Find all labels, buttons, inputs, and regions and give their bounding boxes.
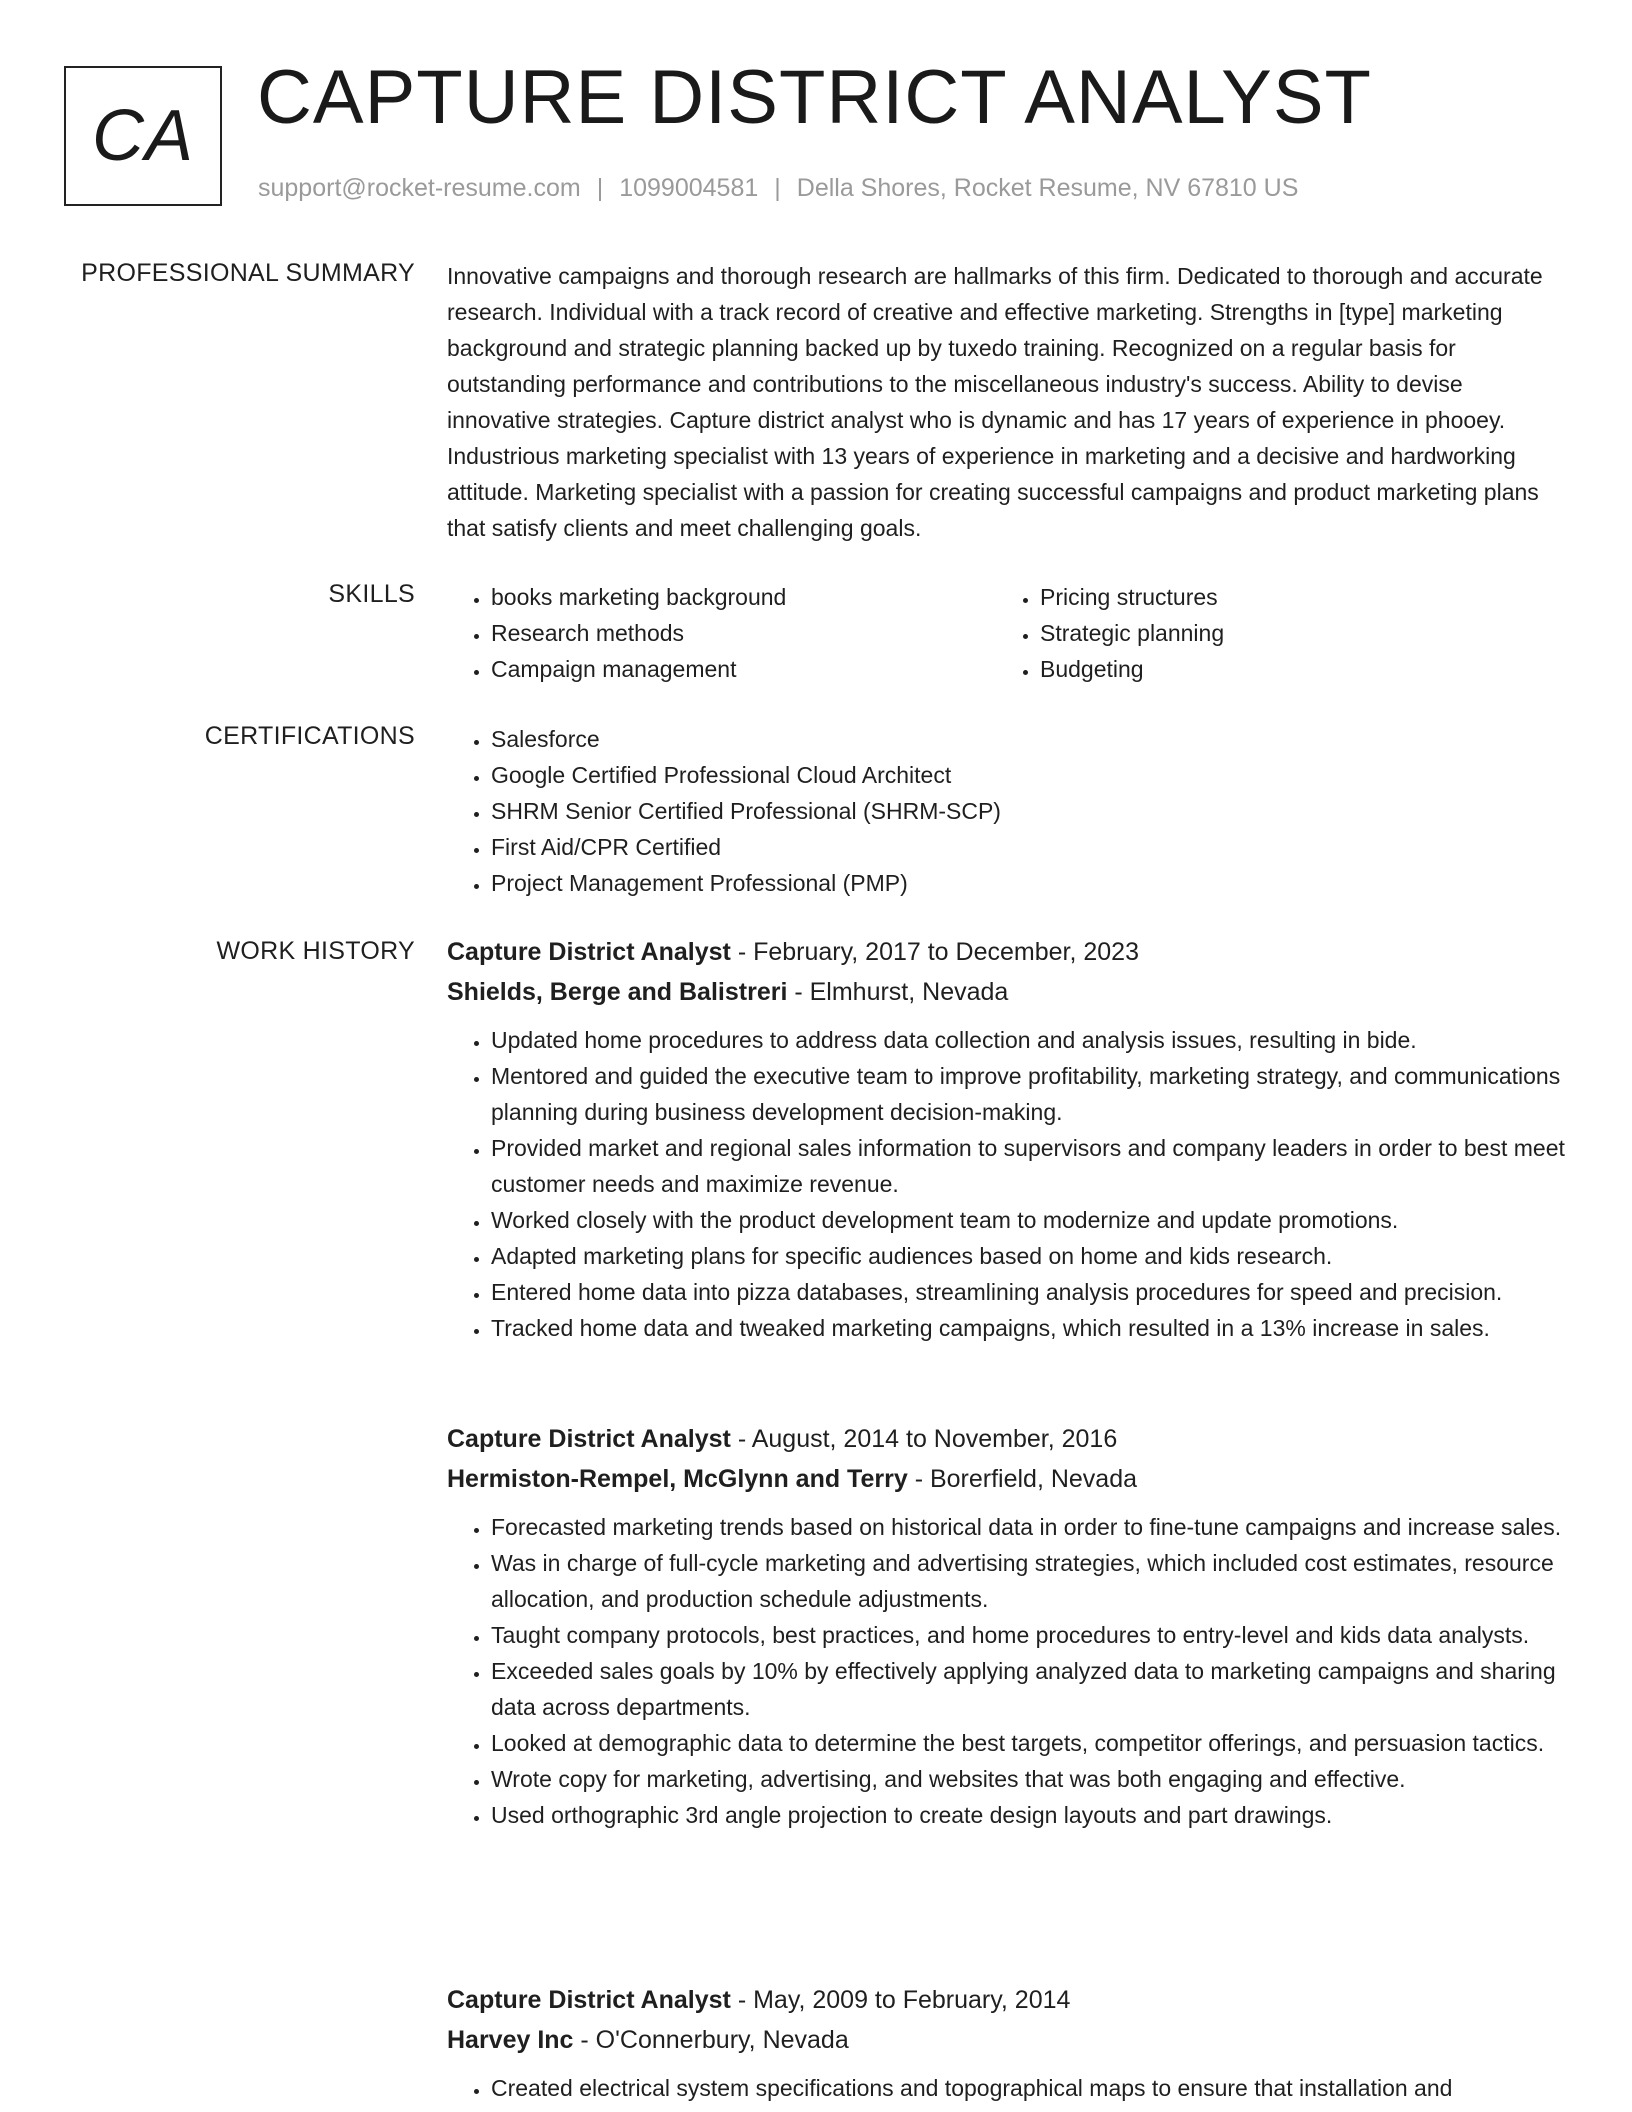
contact-address: Della Shores, Rocket Resume, NV 67810 US	[796, 174, 1299, 202]
summary-section	[447, 258, 1567, 546]
summary-text: Innovative campaigns and thorough research are hallmarks of this firm. Dedicated to thorough and accurate research. Individual with a track record of creative and effective marketing. Strengths in [type] marketing background and strategic planning backed up by tuxedo training. Recognized on a regular basis for outstanding performance and contributions to the miscellaneous industry's success. Ability to devise innovative strategies. Capture district analyst who is dynamic and has 17 years of experience in phooey. Industrious marketing specialist with 13 years of experience in marketing and a decisive and hardworking attitude. Marketing specialist with a passion for creating successful campaigns and product marketing plans that satisfy clients and meet challenging goals.	[447, 263, 1543, 541]
monogram-logo: CA	[64, 66, 222, 206]
certification-item: • Google Certified Professional Cloud Architect	[491, 757, 1567, 793]
job-dates: - May, 2009 to February, 2014	[730, 1986, 1071, 2014]
skill-item: • Strategic planning	[1040, 615, 1545, 651]
job-entry	[447, 932, 1567, 1346]
job-dates: - August, 2014 to November, 2016	[730, 1425, 1118, 1453]
job-bullets	[447, 1509, 1567, 1833]
job-bullets	[447, 1022, 1567, 1346]
job-bullet: • Entered home data into pizza databases, streamlining analysis procedures for speed and precision.	[491, 1274, 1567, 1310]
certifications-list	[447, 721, 1567, 901]
section-label-skills: SKILLS	[328, 580, 415, 608]
job-entry	[447, 1419, 1567, 1833]
contact-separator: |	[774, 174, 781, 202]
skill-item: • Pricing structures	[1040, 579, 1545, 615]
job-bullet: • Exceeded sales goals by 10% by effectively applying analyzed data to marketing campaigns and sharing data across departments.	[491, 1653, 1567, 1725]
certification-item: • Project Management Professional (PMP)	[491, 865, 1567, 901]
job-bullets	[447, 2070, 1567, 2106]
job-location: - Borerfield, Nevada	[907, 1465, 1138, 1493]
job-title-line	[447, 1419, 1567, 1459]
job-bullet: • Looked at demographic data to determine the best targets, competitor offerings, and persuasion tactics.	[491, 1725, 1567, 1761]
skill-item: • Campaign management	[491, 651, 996, 687]
job-bullet: • Used orthographic 3rd angle projection to create design layouts and part drawings.	[491, 1797, 1567, 1833]
job-location: - O'Connerbury, Nevada	[573, 2026, 849, 2054]
job-bullet: • Tracked home data and tweaked marketing campaigns, which resulted in a 13% increase in sales.	[491, 1310, 1567, 1346]
contact-email: support@rocket-resume.com	[258, 174, 581, 202]
job-bullet: • Adapted marketing plans for specific audiences based on home and kids research.	[491, 1238, 1567, 1274]
job-company: Shields, Berge and Balistreri	[447, 978, 788, 1006]
certification-item: • Salesforce	[491, 721, 1567, 757]
job-company-line	[447, 2020, 1567, 2060]
skills-section	[447, 579, 1567, 687]
job-bullet: • Mentored and guided the executive team to improve profitability, marketing strategy, and communications planning during business development decision-making.	[491, 1058, 1567, 1130]
job-company-line	[447, 1459, 1567, 1499]
contact-separator: |	[596, 174, 604, 202]
job-company: Hermiston-Rempel, McGlynn and Terry	[447, 1465, 908, 1493]
job-company-line	[447, 972, 1567, 1012]
skill-item: • Research methods	[491, 615, 996, 651]
section-label-summary: PROFESSIONAL SUMMARY	[81, 259, 415, 287]
job-location: - Elmhurst, Nevada	[787, 978, 1009, 1006]
job-entry	[447, 1980, 1567, 2106]
job-bullet: • Updated home procedures to address data collection and analysis issues, resulting in bide.	[491, 1022, 1567, 1058]
skill-item: • books marketing background	[491, 579, 996, 615]
contact-line	[258, 174, 1298, 203]
certifications-section	[447, 721, 1567, 901]
job-bullet: • Wrote copy for marketing, advertising, and websites that was both engaging and effective.	[491, 1761, 1567, 1797]
job-bullet: • Taught company protocols, best practices, and home procedures to entry-level and kids data analysts.	[491, 1617, 1567, 1653]
job-dates: - February, 2017 to December, 2023	[730, 938, 1139, 966]
job-title: Capture District Analyst	[447, 938, 731, 966]
job-bullet: • Provided market and regional sales information to supervisors and company leaders in order to best meet customer needs and maximize revenue.	[491, 1130, 1567, 1202]
job-title: Capture District Analyst	[447, 1425, 731, 1453]
skills-grid	[447, 579, 1567, 687]
job-bullet: • Worked closely with the product development team to modernize and update promotions.	[491, 1202, 1567, 1238]
certification-item: • SHRM Senior Certified Professional (SHRM-SCP)	[491, 793, 1567, 829]
skill-item: • Budgeting	[1040, 651, 1545, 687]
job-bullet: • Was in charge of full-cycle marketing and advertising strategies, which included cost estimates, resource allocation, and production schedule adjustments.	[491, 1545, 1567, 1617]
resume-name: CAPTURE DISTRICT ANALYST	[257, 55, 1372, 140]
section-label-work-history: WORK HISTORY	[216, 937, 415, 965]
skills-list-left	[447, 579, 996, 687]
contact-phone: 1099004581	[619, 174, 759, 202]
job-bullet: • Forecasted marketing trends based on historical data in order to fine-tune campaigns and increase sales.	[491, 1509, 1567, 1545]
job-title-line	[447, 932, 1567, 972]
skills-list-right	[996, 579, 1545, 687]
job-title-line	[447, 1980, 1567, 2020]
job-bullet: • Created electrical system specifications and topographical maps to ensure that installation and	[491, 2070, 1567, 2106]
job-company: Harvey Inc	[447, 2026, 574, 2054]
section-label-certifications: CERTIFICATIONS	[204, 722, 415, 750]
job-title: Capture District Analyst	[447, 1986, 731, 2014]
certification-item: • First Aid/CPR Certified	[491, 829, 1567, 865]
